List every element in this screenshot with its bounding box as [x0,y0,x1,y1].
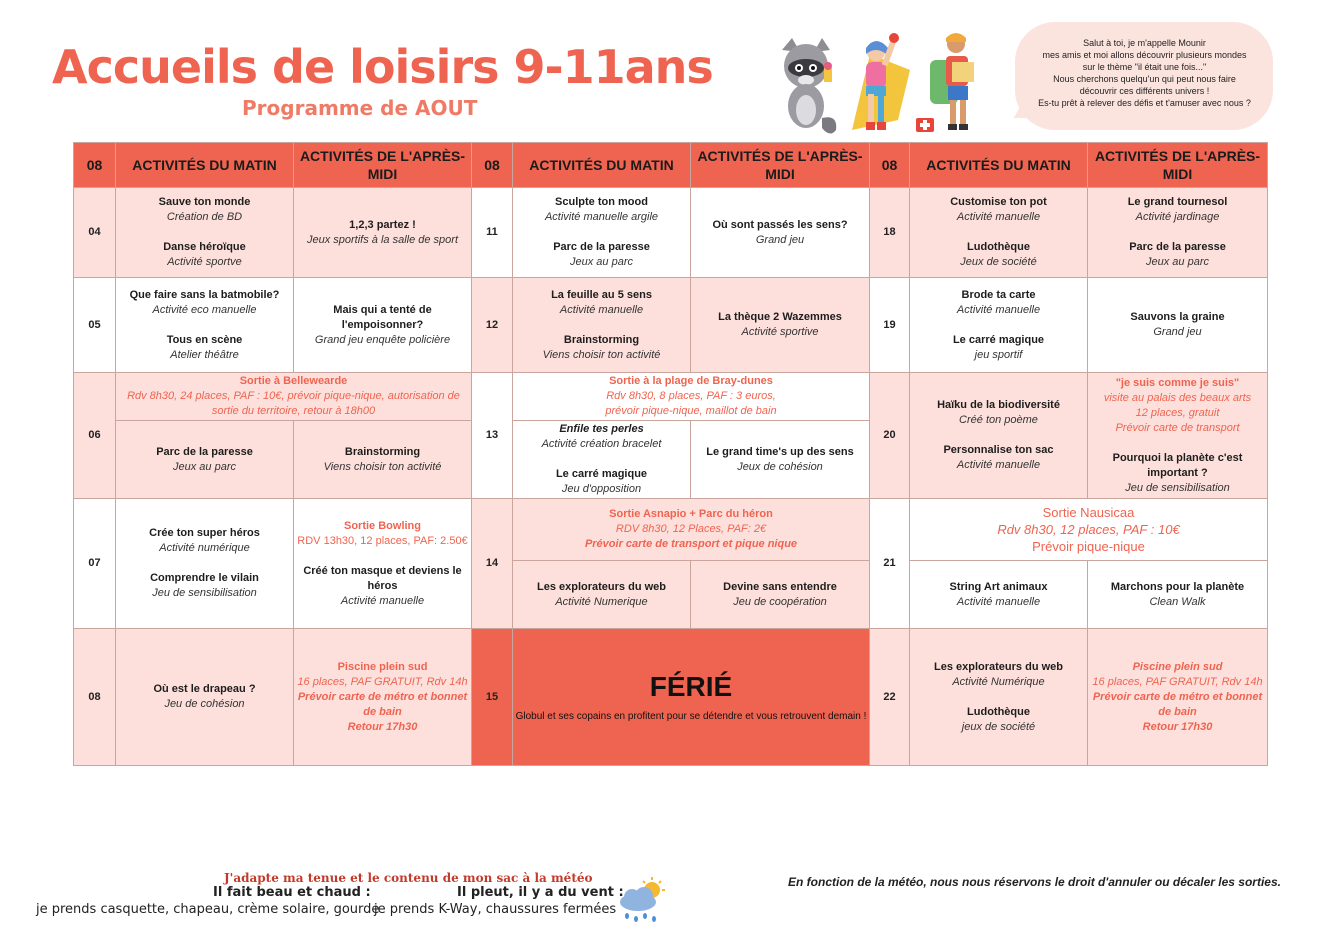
activity-type: Activité jardinage [1135,211,1220,223]
outing-details: 16 places, PAF GRATUIT, Rdv 14h [297,675,468,688]
table-row [74,278,1268,373]
holiday-text: Globul et ses copains en profitent pour se détendre et vous retrouvent demain ! [515,711,867,722]
afternoon-cell [294,499,472,629]
activity-type: Jeux de cohésion [737,460,823,473]
day-cell: 21 [870,499,910,629]
activity-title: Marchons pour la planète [1110,580,1245,593]
morning-cell [513,188,691,278]
activity-type: Jeux au parc [1146,256,1209,268]
afternoon-cell [1088,629,1268,766]
activity-type: Activité création bracelet [541,438,662,450]
activity-type: Grand jeu [1153,326,1202,338]
day-cell: 06 [74,373,116,499]
activity-type: Activité Numérique [952,675,1045,688]
bubble-line: Nous cherchons quelqu'un qui peut nous faire [1053,74,1236,84]
activity-title: Le carré magique [555,468,648,480]
afternoon-cell [1088,561,1268,629]
activity-type: Activité sportive [741,326,819,338]
bubble-line: sur le thème "il était une fois..." [1082,62,1207,72]
afternoon-header: ACTIVITÉS DE L'APRÈS-MIDI [1088,143,1268,188]
afternoon-header: ACTIVITÉS DE L'APRÈS-MIDI [691,143,870,188]
bubble-line: Salut à toi, je m'appelle Mounir [1083,38,1206,48]
outing-details: Prévoir carte de métro et bonnet de bain [1092,690,1263,718]
activity-type: Activité numérique [159,542,250,554]
rain-weather-title: Il pleut, il y a du vent : [457,885,624,900]
morning-cell [910,629,1088,766]
day-cell: 04 [74,188,116,278]
month-header: 08 [472,143,513,188]
day-cell: 18 [870,188,910,278]
day-cell: 13 [472,373,513,499]
outing-title: Piscine plein sud [1132,660,1223,673]
activity-title: Customise ton pot [950,196,1047,208]
outing-details: Prévoir carte de transport et pique nique [584,538,798,550]
rain-weather-desc: je prends K-Way, chaussures fermées [374,902,617,917]
weather-note: J'adapte ma tenue et le contenu de mon sac à la météo [224,871,593,885]
hot-weather-desc: je prends casquette, chapeau, crème solaire, gourde [36,902,380,917]
activity-type: Grand jeu enquête policière [314,333,451,346]
morning-cell [116,188,294,278]
activity-title: Ludothèque [967,241,1030,253]
activity-title: Crée ton super héros [149,527,260,539]
afternoon-header: ACTIVITÉS DE L'APRÈS-MIDI [294,143,472,188]
activity-type: Créé ton poème [959,414,1038,426]
activity-title: Danse héroïque [163,241,246,253]
day-cell: 19 [870,278,910,373]
activity-title: Mais qui a tenté de l'empoisonner? [333,303,432,331]
activity-type: Activité Numerique [555,595,648,608]
afternoon-cell [691,188,870,278]
characters-illustration [770,30,1020,145]
activity-type: jeu sportif [974,348,1023,361]
outing-title: Sortie Asnapio + Parc du héron [609,508,773,520]
activity-title: 1,2,3 partez ! [349,218,416,231]
weather-disclaimer: En fonction de la météo, nous nous réservons le droit d'annuler ou décaler les sorties. [788,875,1281,889]
day-cell: 14 [472,499,513,629]
outing-details: Rdv 8h30, 8 places, PAF : 3 euros, prévoir pique-nique, maillot de bain [605,390,777,417]
afternoon-cell [294,421,472,499]
activity-type: Activité manuelle [340,594,425,607]
table-row [74,629,1268,766]
activity-title: Les explorateurs du web [934,660,1063,673]
activity-title: Où est le drapeau ? [153,683,256,695]
morning-cell [116,421,294,499]
outing-details: Rdv 8h30, 24 places, PAF : 10€, prévoir pique-nique, autorisation de sortie du territoire, retour à 18h00 [127,390,460,417]
morning-cell [910,278,1088,373]
outing-title: "je suis comme je suis" [1115,376,1240,389]
activity-title: Enfile tes perles [559,423,644,435]
day-cell: 07 [74,499,116,629]
activity-title: Parc de la paresse [553,241,650,253]
table-row [74,373,1268,421]
table-row [74,188,1268,278]
day-cell: 08 [74,629,116,766]
activity-title: La feuille au 5 sens [551,288,652,301]
activity-title: Le carré magique [952,333,1045,346]
weather-sun-rain-icon [614,876,670,924]
header-row [74,143,1268,188]
outing-cell [513,499,870,561]
morning-cell [513,421,691,499]
activity-type: Viens choisir ton activité [542,348,661,361]
afternoon-cell [1088,278,1268,373]
activity-title: Où sont passés les sens? [712,218,848,231]
outing-details: 16 places, PAF GRATUIT, Rdv 14h [1092,675,1263,688]
schedule-table [73,142,1268,766]
day-cell: 05 [74,278,116,373]
outing-details: visite au palais des beaux arts 12 places, gratuit [1103,391,1252,419]
outing-details: Retour 17h30 [347,720,418,733]
outing-cell [910,499,1268,561]
outing-cell [513,373,870,421]
morning-cell [513,561,691,629]
activity-title: Que faire sans la batmobile? [129,288,280,301]
activity-type: Activité manuelle argile [544,211,659,223]
holiday-cell [513,629,870,766]
month-header: 08 [74,143,116,188]
activity-type: Viens choisir ton activité [323,460,442,473]
morning-header: ACTIVITÉS DU MATIN [910,143,1088,188]
outing-title: Sortie Bowling [344,519,421,532]
outing-details: Prévoir pique-nique [1032,539,1145,554]
day-cell: 20 [870,373,910,499]
afternoon-cell [294,188,472,278]
outing-details: Prévoir carte de métro et bonnet de bain [297,690,468,718]
morning-cell [513,278,691,373]
speech-bubble-text [1022,37,1267,109]
raccoon-icon [782,38,836,134]
day-cell: 11 [472,188,513,278]
afternoon-cell [294,278,472,373]
activity-title: Personnalise ton sac [943,444,1054,456]
activity-type: Jeux de société [960,256,1037,268]
activity-type: Jeu de coopération [733,595,827,608]
activity-title: Le grand time's up des sens [706,445,854,458]
outing-title: Sortie Nausicaa [1042,505,1135,520]
morning-cell [910,188,1088,278]
morning-cell [910,561,1088,629]
activity-type: Activité eco manuelle [152,303,257,316]
activity-type: Jeu de cohésion [164,698,245,710]
activity-title: Brode ta carte [961,288,1036,301]
activity-title: Créé ton masque et deviens le héros [303,564,462,592]
morning-cell [116,629,294,766]
activity-title: Tous en scène [166,333,243,346]
holiday-title: FÉRIÉ [649,671,733,702]
outing-title: Sortie à la plage de Bray-dunes [609,375,773,387]
activity-title: Brainstorming [563,333,640,346]
outing-details: RDV 8h30, 12 Places, PAF: 2€ [615,523,767,535]
activity-title: Sauvons la graine [1130,311,1225,323]
activity-type: Activité manuelle [559,303,644,316]
activity-title: Les explorateurs du web [537,580,666,593]
activity-title: Comprendre le vilain [150,572,259,584]
table-row [74,499,1268,561]
activity-title: La thèque 2 Wazemmes [718,311,842,323]
afternoon-cell [294,629,472,766]
outing-details: Rdv 8h30, 12 places, PAF : 10€ [997,522,1180,537]
afternoon-cell [691,421,870,499]
morning-header: ACTIVITÉS DU MATIN [513,143,691,188]
activity-type: Création de BD [166,211,243,223]
activity-title: Le grand tournesol [1127,196,1228,208]
activity-type: Activité manuelle [956,595,1041,608]
activity-type: Activité manuelle [956,303,1041,316]
activity-title: Sculpte ton mood [555,196,648,208]
afternoon-cell [1088,373,1268,499]
outing-cell [116,373,472,421]
activity-title: Haïku de la biodiversité [937,399,1060,411]
outing-title: Piscine plein sud [337,660,428,673]
activity-type: Jeu de sensibilisation [152,587,257,599]
explorer-icon [916,33,974,132]
activity-type: Activité sportve [167,256,242,268]
activity-type: Atelier théâtre [170,348,239,361]
activity-type: Jeu d'opposition [561,483,642,495]
activity-type: Activité manuelle [956,211,1041,223]
activity-type: Jeux au parc [570,256,633,268]
morning-header: ACTIVITÉS DU MATIN [116,143,294,188]
activity-title: Sauve ton monde [158,196,251,208]
morning-cell [116,278,294,373]
activity-type: Activité manuelle [956,459,1041,471]
activity-type: Clean Walk [1149,595,1206,608]
activity-type: jeux de société [961,720,1036,733]
outing-title: Sortie à Bellewearde [239,375,348,387]
outing-details: Prévoir carte de transport [1115,421,1240,434]
activity-title: Devine sans entendre [723,580,837,593]
activity-title: Brainstorming [344,445,421,458]
activity-type: Jeux au parc [173,460,236,473]
bubble-line: mes amis et moi allons découvrir plusieurs mondes [1042,50,1247,60]
superhero-icon [852,33,910,130]
bubble-line: Es-tu prêt à relever des défis et t'amuser avec nous ? [1038,98,1251,108]
hot-weather-title: Il fait beau et chaud : [213,885,371,900]
activity-title: Parc de la paresse [156,445,253,458]
activity-type: Grand jeu [755,233,805,246]
month-header: 08 [870,143,910,188]
activity-title: String Art animaux [949,580,1048,593]
activity-title: Pourquoi la planète c'est important ? [1112,451,1243,479]
activity-type: Jeux sportifs à la salle de sport [306,233,459,246]
morning-cell [910,373,1088,499]
morning-cell [116,499,294,629]
day-cell: 15 [472,629,513,766]
page-subtitle: Programme de AOUT [242,96,478,120]
afternoon-cell [1088,188,1268,278]
afternoon-cell [691,561,870,629]
page-title: Accueils de loisirs 9-11ans [52,40,713,94]
outing-details: Retour 17h30 [1142,720,1213,733]
bubble-line: découvrir ces différents univers ! [1079,86,1210,96]
activity-type: Jeu de sensibilisation [1125,481,1230,494]
day-cell: 22 [870,629,910,766]
activity-title: Ludothèque [967,705,1030,718]
afternoon-cell [691,278,870,373]
activity-title: Parc de la paresse [1129,241,1226,253]
outing-details: RDV 13h30, 12 places, PAF: 2.50€ [297,534,468,547]
day-cell: 12 [472,278,513,373]
